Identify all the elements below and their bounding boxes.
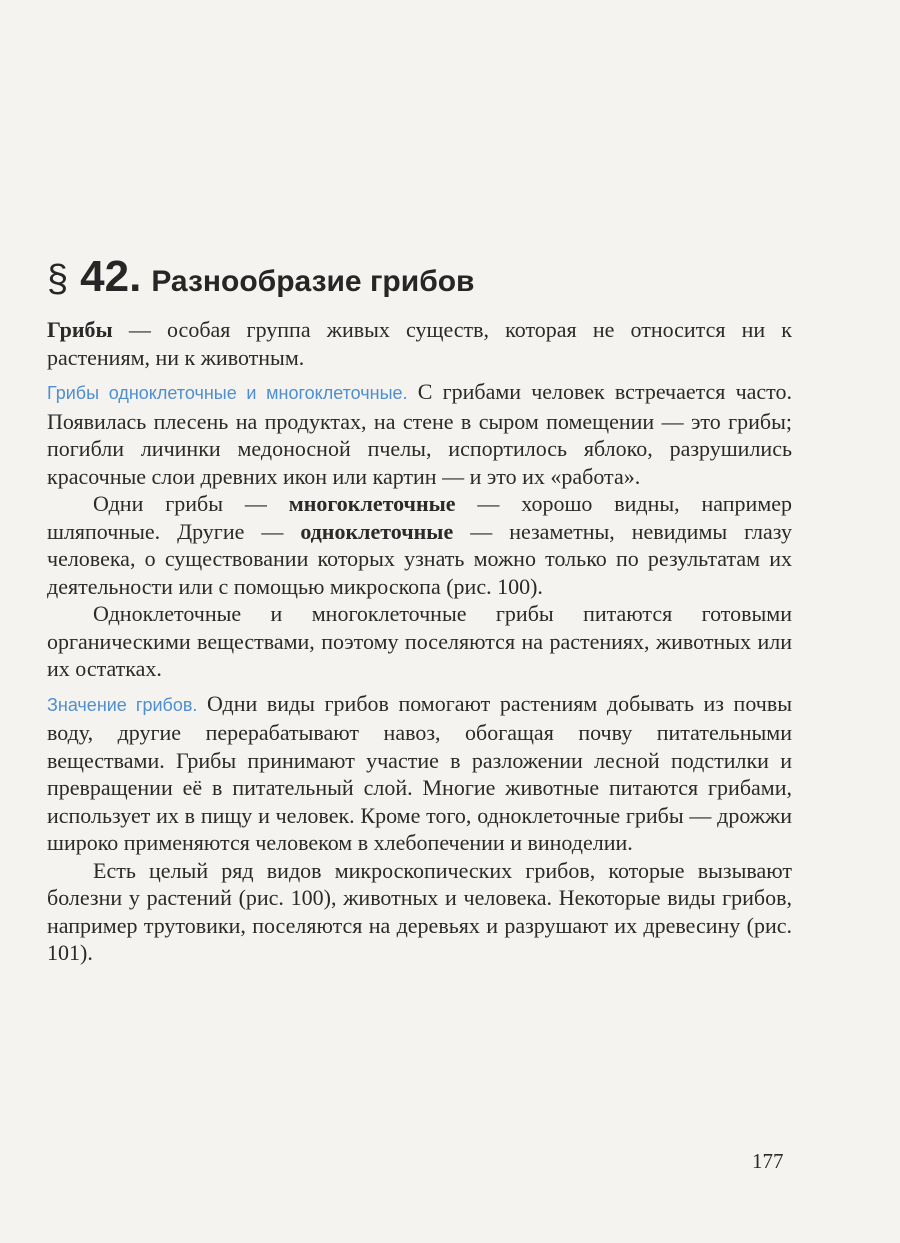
subheading-lead: Значение грибов. [47, 694, 198, 715]
paragraph-importance [47, 690, 792, 857]
paragraph-text: — хорошо видны, например шляпочные. Другие — [47, 491, 793, 544]
paragraph-text: — незаметны, невидимы глазу человека, о существовании которых узнать можно только по результатам их деятельности или с помощью микроскопа (рис. 100). [47, 518, 792, 599]
page-number: 177 [752, 1149, 784, 1173]
term-fungi: Грибы [47, 317, 113, 342]
section-sign: § [47, 258, 69, 300]
paragraph-text: — особая группа живых существ, которая не относится ни к растениям, ни к животным. [47, 317, 792, 370]
paragraph-diseases [47, 857, 792, 967]
paragraph-text: Одни грибы — [93, 491, 289, 516]
section-title [47, 252, 792, 300]
subheading-lead: Грибы одноклеточные и многоклеточные. [47, 383, 408, 403]
paragraph-unicellular-multicellular [47, 378, 792, 490]
paragraph-text: Есть целый ряд видов микроскопических грибов, которые вызывают болезни у растений (рис. 100), животных и человека. Некоторые виды грибов, например трутовики, поселяются на деревьях и разрушают их древесину (рис. 101). [47, 857, 792, 965]
textbook-page-content [47, 252, 792, 967]
paragraph-types [47, 490, 792, 600]
paragraph-text: С грибами человек встречается часто. Появилась плесень на продуктах, на стене в сыром помещении — это грибы; погибли личинки медоносной пчелы, испортилось яблоко, разрушились красочные слои древних икон или картин — и это их «работа». [47, 379, 792, 489]
section-number: 42. [80, 252, 142, 301]
paragraph-text: Одноклеточные и многоклеточные грибы питаются готовыми органическими веществами, поэтому поселяются на растениях, животных или их остатках. [47, 601, 792, 681]
term-unicellular: одноклеточные [300, 518, 454, 544]
paragraph-text: Одни виды грибов помогают растениям добывать из почвы воду, другие перерабатывают навоз, обогащая почву питательными веществами. Грибы принимают участие в разложении лесной подстилки и превращении её в питательный слой. Многие животные питаются грибами, использует их в пищу и человек. Кроме того, одноклеточные грибы — дрожжи широко применяются человеком в хлебопечении и виноделии. [47, 690, 792, 855]
paragraph-definition [47, 316, 792, 371]
term-multicellular: многоклеточные [288, 491, 456, 516]
section-heading: Разнообразие грибов [151, 265, 475, 298]
paragraph-nutrition [47, 600, 792, 683]
